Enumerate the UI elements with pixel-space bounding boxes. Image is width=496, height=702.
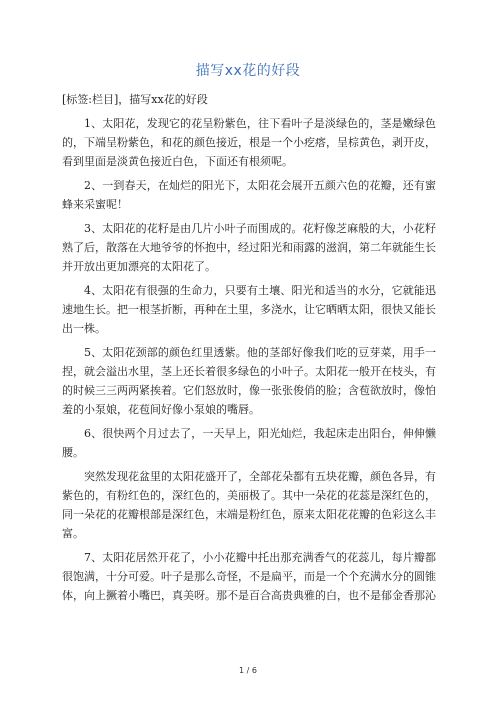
paragraph-7: 7、太阳花居然开花了，小小花瓣中托出那充满香气的花蕊儿，每片瓣都很饱满，十分可爱。叶子是那么奇怪，不是扁平，而是一个个充满水分的圆锥体，向上撅着小嘴巴，真美呀。那不是百合高贵典雅的白，也不是郁金香那沁 [62,551,436,602]
paragraph-4: 4、太阳花有很强的生命力，只要有土壤、阳光和适当的水分，它就能迅速地生长。把一根茎折断，再种在土里，多浇水，让它晒晒太阳，很快又能长出一株。 [62,284,436,335]
tag-line: [标签:栏目]，描写xx花的好段 [62,93,208,106]
paragraph-5: 5、太阳花颈部的颜色红里透紫。他的茎部好像我们吃的豆芽菜，用手一捏，就会溢出水里，茎上还长着很多绿色的小叶子。太阳花一般开在枝头，有的时候三三两两紧挨着。它们怒放时，像一张张俊俏的脸；含苞欲放时，像怕羞的小泵娘，花苞间好像小泵娘的嘴唇。 [62,346,436,416]
paragraph-6-continued: 突然发现花盆里的太阳花盛开了，全部花朵都有五块花瓣，颜色各异，有紫色的，有粉红色的，深红色的，美丽极了。其中一朵花的花蕊是深红色的，同一朵花的花瓣根部是深红色，末端是粉红色，原来太阳花花瓣的色彩这么丰富。 [62,470,436,540]
document-title: 描写xx花的好段 [195,63,301,79]
document-body [62,90,436,610]
paragraph-2: 2、一到春天，在灿烂的阳光下，太阳花会展开五颜六色的花瓣，还有蜜蜂来采蜜呢！ [62,179,436,211]
paragraph-1: 1、太阳花，发现它的花呈粉紫色，往下看叶子是淡绿色的，茎是嫩绿色的，下端呈粉紫色，和花的颜色接近，根是一个小疙瘩，呈棕黄色，剥开皮，看到里面是淡黄色接近白色，下面还有根须呢。 [62,117,436,168]
paragraph-6: 6、很快两个月过去了，一天早上，阳光灿烂，我起床走出阳台，伸伸懒腰。 [62,427,436,459]
page-indicator: 1 / 6 [239,666,257,675]
paragraph-3: 3、太阳花的花籽是由几片小叶子而围成的。花籽像芝麻般的大，小花籽熟了后，散落在大地爷爷的怀抱中，经过阳光和雨露的滋润，第二年就能生长并开放出更加漂亮的太阳花了。 [62,222,436,273]
